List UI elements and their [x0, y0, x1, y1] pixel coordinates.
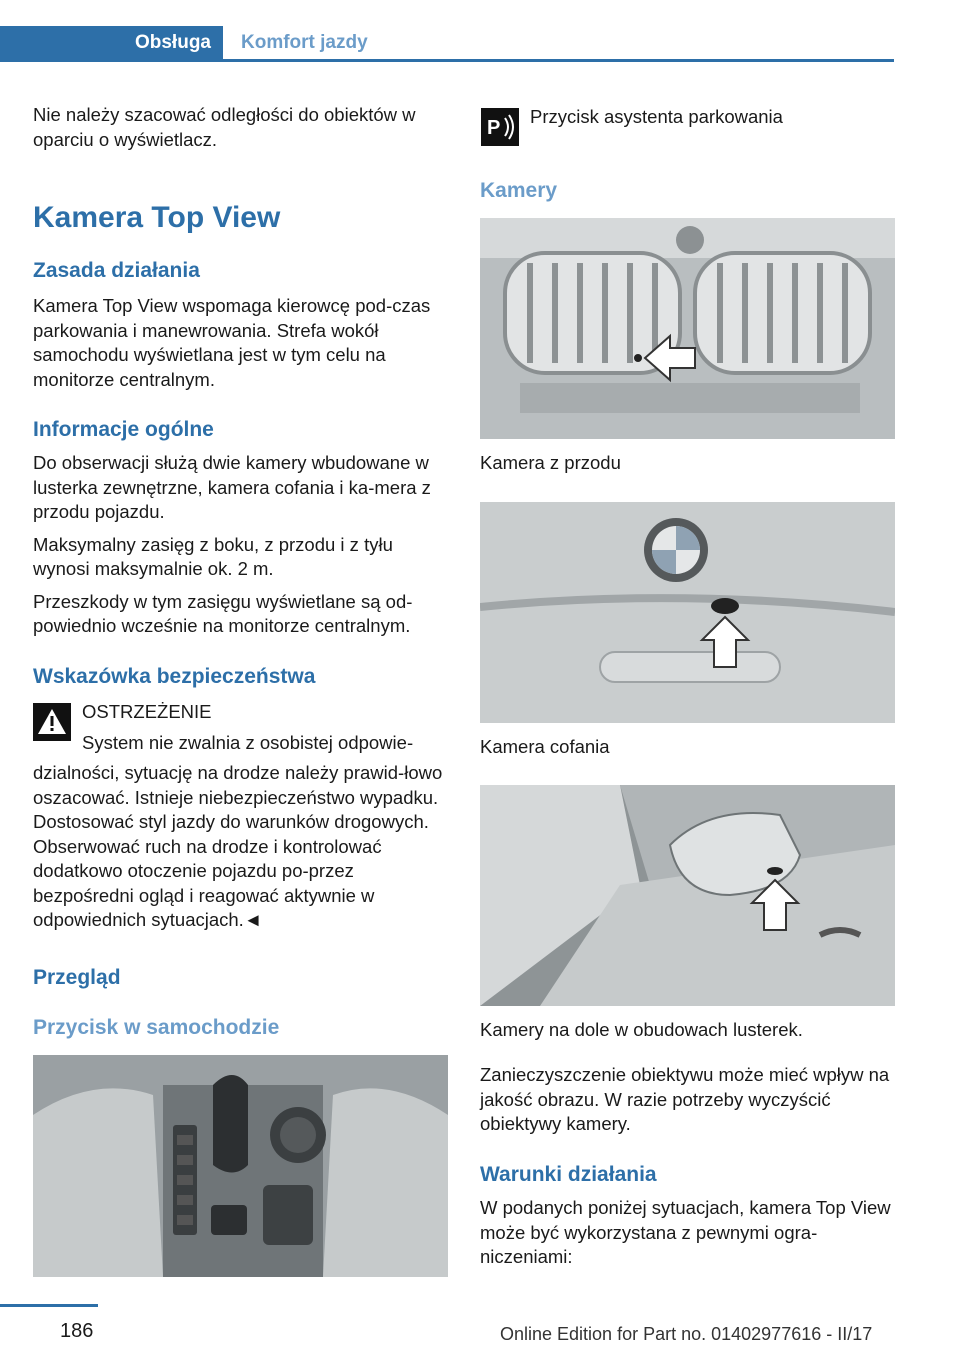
heading-wskazowka: Wskazówka bezpieczeństwa: [33, 665, 316, 688]
footer-rule: [0, 1304, 98, 1307]
svg-text:P: P: [487, 117, 501, 139]
warning-icon: [33, 703, 71, 741]
intro-text: Nie należy szacować odległości do obiektów w oparciu o wyświetlacz.: [33, 104, 416, 150]
parking-assist-button-icon: [481, 108, 519, 146]
rear-camera-photo: [480, 502, 895, 723]
button-label-block: [530, 105, 895, 130]
zasada-text-block: [33, 294, 448, 392]
informacje-p2: Maksymalny zasięg z boku, z przodu i z tyłu wynosi maksymalnie ok. 2 m.: [33, 533, 393, 579]
zasada-text: Kamera Top View wspomaga kierowcę pod-czas parkowania i manewrowania. Strefa wokół samochodu wyświetlana jest w tym celu na monitorze centralnym.: [33, 295, 431, 390]
mirror-camera-photo: [480, 785, 895, 1006]
rear-camera-illustration: [480, 502, 895, 723]
heading-warunki: Warunki działania: [480, 1163, 657, 1186]
heading-przycisk: Przycisk w samochodzie: [33, 1016, 280, 1039]
informacje-p1: Do obserwacji służą dwie kamery wbudowane w lusterka zewnętrzne, kamera cofania i ka-mera z przodu pojazdu.: [33, 452, 431, 522]
left-intro: [33, 103, 448, 152]
tab-komfort-jazdy[interactable]: Komfort jazdy: [241, 31, 368, 53]
warning-text: dzialności, sytuację na drodze należy prawid-łowo oszacować. Istnieje niebezpieczeństwo wypadku. Dostosować styl jazdy do warunków drogowych. Obserwować ruch na drodze i kontrolować dodatkowo otoczenie pojazdu po-przez bezpośredni ogląd i reagować aktywnie w odpowiednich sytuacjach.◄: [33, 762, 443, 930]
lens-note: Zanieczyszczenie obiektywu może mieć wpływ na jakość obrazu. W razie potrzeby wyczyścić obiektywy kamery.: [480, 1064, 890, 1134]
tab-obsluga[interactable]: Obsługa: [0, 26, 223, 59]
heading-przeglad: Przegląd: [33, 966, 121, 989]
console-illustration: [33, 1055, 448, 1277]
lens-note-block: [480, 1063, 895, 1137]
front-camera-illustration: [480, 218, 895, 439]
warning-title: OSTRZEŻENIE: [82, 701, 212, 722]
front-camera-photo: [480, 218, 895, 439]
warning-head: [82, 700, 448, 755]
warning-first-line: System nie zwalnia z osobistej odpowie-: [82, 731, 414, 753]
warning-body: [33, 761, 448, 933]
heading-kamery: Kamery: [480, 179, 558, 202]
caption-mirror-cameras: Kamery na dole w obudowach lusterek.: [480, 1019, 803, 1040]
warunki-block: [480, 1196, 895, 1270]
caption-front-camera: Kamera z przodu: [480, 452, 621, 473]
mirror-camera-illustration: [480, 785, 895, 1006]
heading-zasada: Zasada działania: [33, 259, 200, 282]
page-title: Kamera Top View: [33, 201, 281, 234]
heading-informacje: Informacje ogólne: [33, 418, 214, 441]
warunki-text: W podanych poniżej sytuacjach, kamera Top View może być wykorzystana z pewnymi ogra-niczeniami:: [480, 1197, 891, 1267]
informacje-block: [33, 451, 448, 639]
header-bar: [0, 26, 894, 62]
page-number: 186: [60, 1320, 94, 1342]
button-label: Przycisk asystenta parkowania: [530, 106, 783, 127]
console-photo: [33, 1055, 448, 1277]
caption-rear-camera: Kamera cofania: [480, 736, 610, 757]
informacje-p3: Przeszkody w tym zasięgu wyświetlane są od-powiednio wcześnie na monitorze centralnym.: [33, 590, 413, 636]
edition-note: Online Edition for Part no. 01402977616 - II/17: [500, 1324, 873, 1344]
